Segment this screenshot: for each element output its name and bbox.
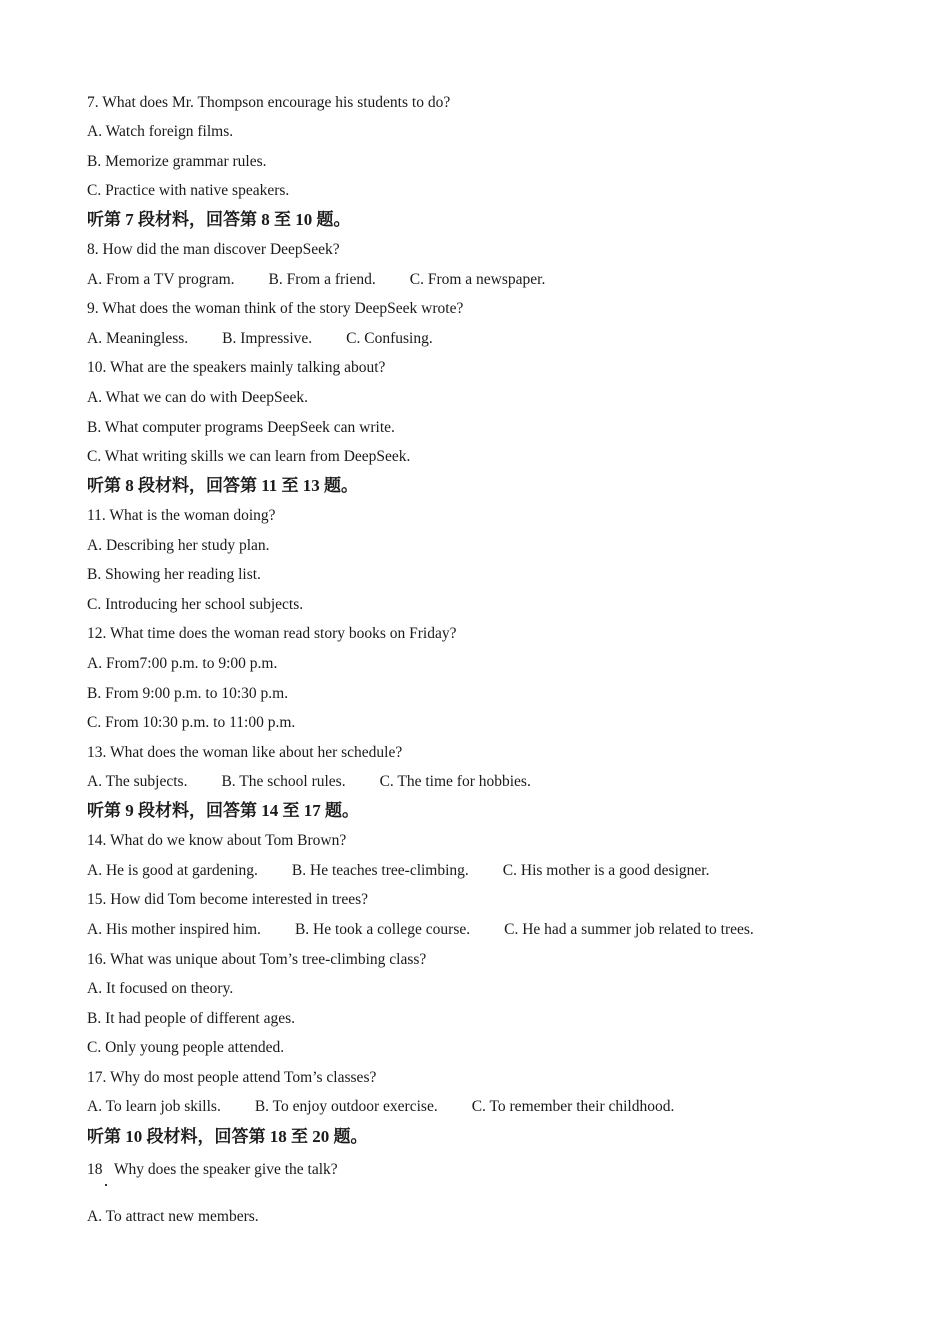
question-17: 17. Why do most people attend Tom’s classes? [87, 1069, 377, 1086]
option-7c: C. Practice with native speakers. [87, 182, 290, 199]
option-10b: B. What computer programs DeepSeek can write. [87, 419, 395, 436]
option-13c: C. The time for hobbies. [379, 773, 531, 790]
option-14c: C. His mother is a good designer. [502, 862, 710, 879]
question-14: 14. What do we know about Tom Brown? [87, 832, 347, 849]
option-8b: B. From a friend. [268, 271, 376, 288]
options-17 [87, 1097, 674, 1117]
section-heading-7: 听第 7 段材料，回答第 8 至 10 题。 [87, 210, 351, 229]
question-9: 9. What does the woman think of the story DeepSeek wrote? [87, 300, 464, 317]
option-11c: C. Introducing her school subjects. [87, 596, 304, 613]
option-9c: C. Confusing. [346, 330, 433, 347]
question-8: 8. How did the man discover DeepSeek? [87, 241, 340, 258]
option-8a: A. From a TV program. [87, 271, 235, 288]
option-10c: C. What writing skills we can learn from DeepSeek. [87, 448, 411, 465]
options-14 [87, 861, 709, 881]
option-16a: A. It focused on theory. [87, 980, 234, 997]
section-heading-9: 听第 9 段材料，回答第 14 至 17 题。 [87, 801, 359, 820]
option-13a: A. The subjects. [87, 773, 188, 790]
option-11a: A. Describing her study plan. [87, 537, 270, 554]
options-8 [87, 270, 545, 290]
option-12b: B. From 9:00 p.m. to 10:30 p.m. [87, 685, 289, 702]
option-11b: B. Showing her reading list. [87, 566, 261, 583]
option-12a: A. From7:00 p.m. to 9:00 p.m. [87, 655, 278, 672]
question-13: 13. What does the woman like about her schedule? [87, 744, 403, 761]
options-15 [87, 920, 754, 940]
option-17a: A. To learn job skills. [87, 1098, 221, 1115]
option-7b: B. Memorize grammar rules. [87, 153, 267, 170]
option-16b: B. It had people of different ages. [87, 1010, 296, 1027]
option-7a: A. Watch foreign films. [87, 123, 234, 140]
option-10a: A. What we can do with DeepSeek. [87, 389, 308, 406]
option-14a: A. He is good at gardening. [87, 862, 258, 879]
question-7: 7. What does Mr. Thompson encourage his students to do? [87, 94, 451, 111]
option-17c: C. To remember their childhood. [471, 1098, 675, 1115]
question-10: 10. What are the speakers mainly talking about? [87, 359, 386, 376]
question-16: 16. What was unique about Tom’s tree-climbing class? [87, 951, 427, 968]
option-15b: B. He took a college course. [294, 921, 471, 938]
option-17b: B. To enjoy outdoor exercise. [254, 1098, 438, 1115]
options-13 [87, 772, 531, 792]
option-9a: A. Meaningless. [87, 330, 189, 347]
option-16c: C. Only young people attended. [87, 1039, 285, 1056]
option-14b: B. He teaches tree-climbing. [291, 862, 469, 879]
option-18a: A. To attract new members. [87, 1208, 259, 1225]
question-11: 11. What is the woman doing? [87, 507, 276, 524]
section-heading-10: 听第 10 段材料，回答第 18 至 20 题。 [87, 1127, 368, 1146]
options-9 [87, 329, 433, 349]
question-12: 12. What time does the woman read story books on Friday? [87, 625, 457, 642]
option-9b: B. Impressive. [222, 330, 313, 347]
option-12c: C. From 10:30 p.m. to 11:00 p.m. [87, 714, 296, 731]
question-18: 18 Why does the speaker give the talk? [87, 1161, 338, 1178]
section-heading-8: 听第 8 段材料，回答第 11 至 13 题。 [87, 476, 359, 495]
stray-dot [105, 1184, 107, 1186]
option-15a: A. His mother inspired him. [87, 921, 261, 938]
option-13b: B. The school rules. [221, 773, 346, 790]
question-15: 15. How did Tom become interested in trees? [87, 891, 368, 908]
option-15c: C. He had a summer job related to trees. [504, 921, 754, 938]
option-8c: C. From a newspaper. [409, 271, 546, 288]
